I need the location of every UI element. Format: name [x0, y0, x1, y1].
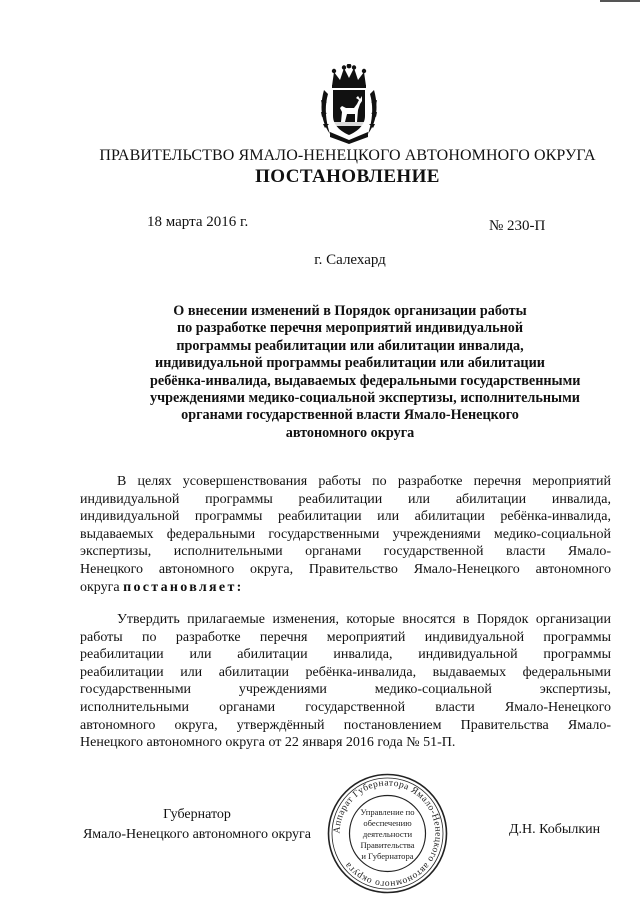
document-subject-heading [150, 303, 581, 442]
official-stamp [325, 771, 450, 896]
paragraph-line: государственными учреждениями медико-социальной экспертизы, [80, 682, 611, 698]
stamp-center-line: деятельности [362, 829, 413, 839]
heading-line: учреждениями медико-социальной экспертизы, исполнительными [150, 390, 580, 407]
document-type-title: ПОСТАНОВЛЕНИЕ [255, 166, 440, 187]
heading-line: органами государственной власти Ямало-Ненецкого [181, 407, 519, 424]
stamp-center-line: обеспечению [363, 818, 412, 828]
stamp-center-line: Правительства [360, 840, 415, 850]
paragraph-line-prefix: округа [80, 579, 124, 595]
paragraph-line: индивидуальной программы реабилитации или абилитации инвалида, [80, 491, 611, 507]
heading-line: ребёнка-инвалида, выдаваемых федеральными государственными [150, 372, 581, 389]
heading-line: индивидуальной программы реабилитации или абилитации [155, 355, 545, 372]
paragraph-line: Ненецкого автономного округа, Правительство Ямало-Ненецкого автономного [80, 561, 611, 577]
paragraph-line: автономного округа, утверждённый постановлением Правительства Ямало- [80, 717, 611, 733]
document-number: № 230-П [489, 218, 546, 234]
paragraph-line [80, 579, 611, 597]
paragraph-line: экспертизы, исполнительными органами государственной власти Ямало- [80, 544, 611, 560]
heading-line: О внесении изменений в Порядок организации работы [173, 303, 527, 319]
paragraph-line: выдаваемых федеральными государственными учреждениями медико-социальной [80, 526, 611, 542]
decree-word: постановляет: [123, 579, 244, 595]
heading-line: по разработке перечня мероприятий индивидуальной [176, 320, 524, 337]
signatory-title-line: Губернатор [163, 807, 231, 822]
preamble-paragraph [80, 473, 611, 596]
paragraph-line: реабилитации или абилитации ребёнка-инвалида, выдаваемых федеральными [80, 664, 611, 680]
signer-name: Д.Н. Кобылкин [509, 822, 601, 837]
paragraph-line: работы по разработке перечня мероприятий индивидуальной программы [80, 629, 611, 645]
paragraph-line: Ненецкого автономного округа от 22 января 2016 года № 51-П. [80, 735, 456, 751]
stamp-center-line: Управление по [360, 807, 415, 817]
crown-icon [332, 64, 366, 88]
stamp-center-line: и Губернатора [361, 851, 414, 861]
signatory-title-line: Ямало-Ненецкого автономного округа [82, 827, 312, 842]
paragraph-line: реабилитации или абилитации инвалида, индивидуальной программы [80, 647, 611, 663]
signatory-title [66, 805, 328, 845]
coat-of-arms-emblem [318, 64, 380, 144]
paragraph-line: Утвердить прилагаемые изменения, которые вносятся в Порядок организации [117, 612, 611, 627]
paragraph-line: исполнительными органами государственной власти Ямало-Ненецкого [80, 699, 611, 715]
document-date: 18 марта 2016 г. [147, 214, 249, 230]
scan-edge-mark [600, 0, 640, 2]
document-city: г. Салехард [314, 252, 386, 268]
paragraph-line: В целях усовершенствования работы по разработке перечня мероприятий [117, 474, 611, 489]
paragraph-line: индивидуальной программы реабилитации или абилитации ребёнка-инвалида, [80, 509, 611, 525]
heading-line: автономного округа [285, 424, 415, 441]
resolution-paragraph [80, 611, 611, 752]
government-title: ПРАВИТЕЛЬСТВО ЯМАЛО-НЕНЕЦКОГО АВТОНОМНОГО ОКРУГА [99, 147, 596, 164]
stamp-ring-text: Аппарат Губернатора Ямало-Ненецкого автономного округа [332, 778, 443, 889]
heading-line: программы реабилитации или абилитации инвалида, [176, 337, 524, 354]
